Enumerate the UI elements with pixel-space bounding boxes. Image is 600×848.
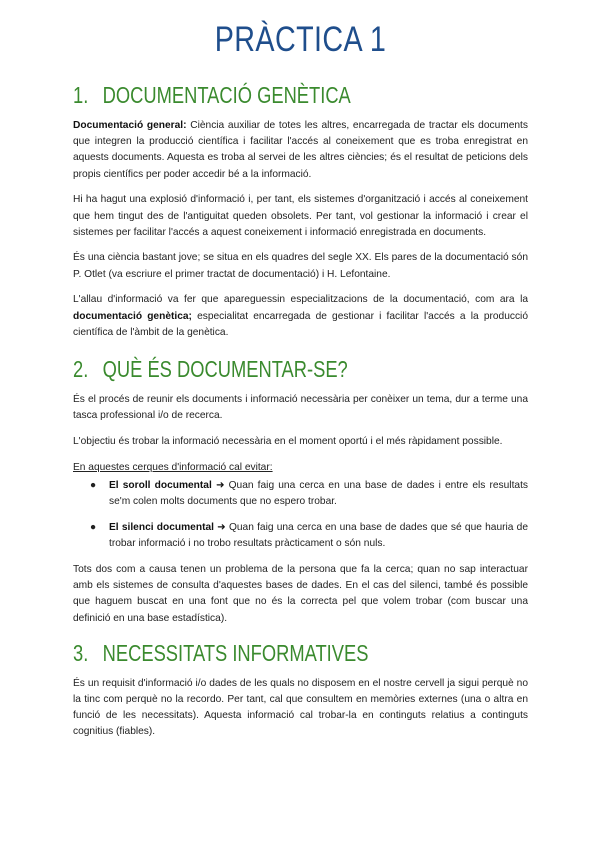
paragraph	[73, 292, 528, 341]
bullet-icon: ●	[90, 479, 97, 491]
section-number: 2.	[73, 355, 89, 382]
paragraph-text: Ciència auxiliar de totes les altres, encarregada de tractar els documents que integren la producció científica i facilitar l'accés al coneixement que es troba enregistrat en aquests documents. Aquesta es troba al servei de les altres ciències; és el resultat de peticions dels propis científics per poder accedir bé a la informació.	[73, 120, 528, 180]
section-heading-3	[73, 639, 428, 667]
section-heading-text: NECESSITATS INFORMATIVES	[102, 639, 369, 666]
list-intro: En aquestes cerques d'informació cal evitar:	[73, 461, 273, 473]
paragraph	[73, 118, 528, 183]
paragraph-text: L'allau d'informació va fer que apareguessin especialitzacions de la documentació, com ara la	[73, 294, 528, 306]
paragraph: Hi ha hagut una explosió d'informació i, per tant, els sistemes d'organització i accés al coneixement que hem tingut des de l'antiguitat queden obsolets. Per tant, vol gestionar la informació i crear el sistemes per facilitar l'accés a aquest coneixement i informació enregistrada en documents.	[73, 194, 528, 238]
section-heading-1	[73, 81, 428, 109]
section-heading-text: DOCUMENTACIÓ GENÈTICA	[102, 82, 351, 108]
arrow-icon: ➜	[211, 479, 229, 491]
paragraph: Tots dos com a causa tenen un problema de la persona que fa la cerca; quan no sap interactuar amb els sistemes de consulta d'aquestes bases de dades. En el cas del silenci, també és possible que haguem buscat en una font que no és la correcta pel que volem trobar (com buscar una definició en una base estadística).	[73, 564, 528, 624]
arrow-icon: ➜	[213, 522, 229, 534]
section-heading-text: QUÈ ÉS DOCUMENTAR-SE?	[102, 355, 348, 382]
section-number: 1.	[73, 82, 89, 108]
term-bold: documentació genètica;	[73, 310, 192, 322]
list-item-text: Quan faig una cerca en una base de dades i entre els resultats se'm colen molts documents que no espero trobar.	[109, 479, 528, 507]
list-item	[73, 478, 528, 510]
section-number: 3.	[73, 639, 89, 666]
paragraph: L'objectiu és trobar la informació necessària en el moment oportú i el més ràpidament possible.	[73, 435, 503, 447]
section-heading-2	[73, 355, 428, 383]
term-bold: Documentació general:	[73, 120, 187, 131]
list-item	[73, 520, 528, 552]
term-bold: El silenci documental	[109, 522, 214, 534]
bullet-list	[73, 478, 528, 553]
paragraph-text: especialitat encarregada de gestionar i facilitar l'accés a la producció científica de l'àmbit de la genètica.	[73, 310, 528, 338]
bullet-icon: ●	[90, 522, 97, 534]
term-bold: El soroll documental	[109, 479, 212, 491]
paragraph: És una ciència bastant jove; se situa en els quadres del segle XX. Els pares de la documentació són P. Otlet (va escriure el primer tractat de documentació) i H. Lefontaine.	[73, 252, 528, 280]
paragraph: És un requisit d'informació i/o dades de les quals no disposem en el nostre cervell ja sigui perquè no la tinc com perquè no la recordo. Per tant, cal que consultem en memòries externes (una o altra en funció de les necessitats). Aquesta informació cal trobar-la en continguts relatius a continguts cognitius (fiables).	[73, 677, 528, 738]
list-item-text: Quan faig una cerca en una base de dades que sé que hauria de trobar informació i no trobo resultats pràcticament o són nuls.	[109, 522, 528, 550]
page-title: PRÀCTICA 1	[214, 20, 387, 59]
paragraph: És el procés de reunir els documents i informació necessària per conèixer un tema, dur a terme una tasca professional i/o de recerca.	[73, 393, 528, 422]
